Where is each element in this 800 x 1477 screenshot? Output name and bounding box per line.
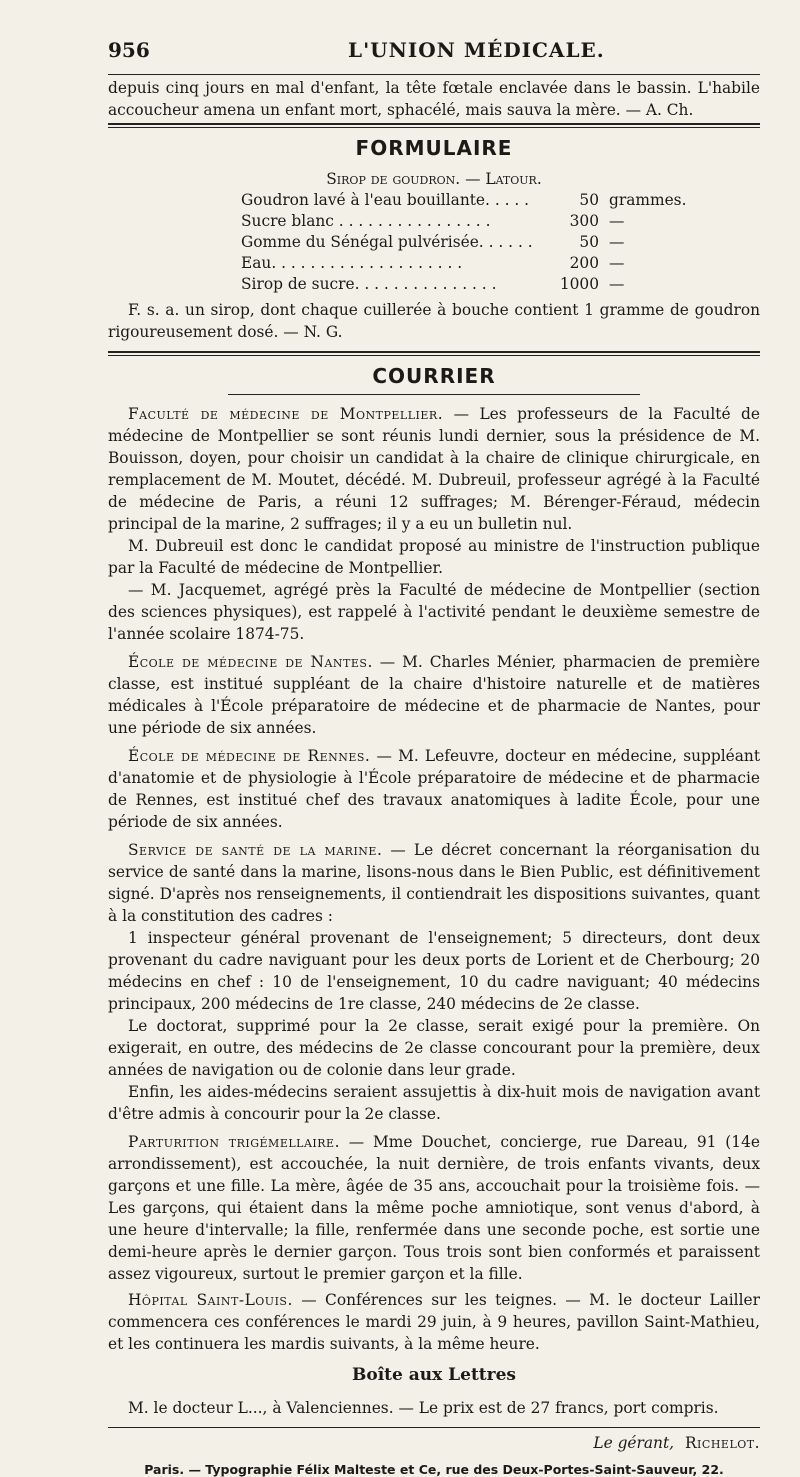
news-item bbox=[108, 1131, 760, 1285]
news-text: — Conférences sur les teignes. — M. le docteur Lailler commencera ces conférences le mardi 29 juin, à 9 heures, pavillon Saint-Mathieu, et les continuera les mardis suivants, à la même heure. bbox=[108, 1291, 760, 1353]
signature-name: Richelot. bbox=[684, 1434, 760, 1452]
ingredient-unit: — bbox=[609, 275, 625, 293]
recipe-row bbox=[241, 211, 689, 232]
news-text: — M. Charles Ménier, pharmacien de première classe, est institué suppléant de la chaire d'histoire naturelle et de matières médicales à l'École préparatoire de médecine et de pharmacie de Nantes, pour une période de six années. bbox=[108, 653, 760, 737]
recipe-row bbox=[241, 274, 689, 295]
ingredient-name: Sucre blanc . . . . . . . . . . . . . . . . bbox=[241, 212, 491, 230]
news-text: 1 inspecteur général provenant de l'enseignement; 5 directeurs, dont deux provenant du cadre naviguant pour les deux ports de Lorient et de Cherbourg; 20 médecins en chef : 10 de l'enseignement, 10 du cadre naviguant; 40 médecins principaux, 200 médecins de 1re classe, 240 médecins de 2e classe. bbox=[108, 929, 760, 1013]
news-lead: Faculté de médecine de Montpellier. bbox=[128, 405, 444, 423]
news-text: M. Dubreuil est donc le candidat proposé au ministre de l'instruction publique par la Faculté de médecine de Montpellier. bbox=[108, 537, 760, 577]
recipe-row bbox=[241, 253, 689, 274]
footer-rule bbox=[108, 1427, 760, 1428]
news-text: Le doctorat, supprimé pour la 2e classe, serait exigé pour la première. On exigerait, en outre, des médecins de 2e classe concourant pour la première, deux années de navigation ou de colonie dans leur grade. bbox=[108, 1017, 760, 1079]
courrier-title: COURRIER bbox=[372, 364, 496, 388]
ingredient-qty: 1000 bbox=[559, 275, 599, 293]
signature bbox=[108, 1434, 760, 1452]
news-text: — M. Lefeuvre, docteur en médecine, suppléant d'anatomie et de physiologie à l'École préparatoire de médecine et de pharmacie de Rennes, est institué chef des travaux anatomiques à ladite École, pour une période de six années. bbox=[108, 747, 761, 831]
news-item bbox=[108, 927, 760, 1015]
news-item bbox=[108, 1081, 760, 1125]
ingredient-unit: grammes. bbox=[609, 191, 687, 209]
news-lead: École de médecine de Rennes. bbox=[128, 747, 371, 765]
news-item bbox=[108, 1289, 760, 1355]
ingredient-unit: — bbox=[609, 254, 625, 272]
ingredient-qty: 50 bbox=[579, 233, 599, 251]
ingredient-unit: — bbox=[609, 233, 625, 251]
running-head bbox=[108, 38, 760, 72]
ingredient-unit: — bbox=[609, 212, 625, 230]
news-item bbox=[108, 535, 760, 579]
news-lead: École de médecine de Nantes. bbox=[128, 653, 373, 671]
ingredient-qty: 300 bbox=[569, 212, 599, 230]
courrier-items bbox=[108, 403, 760, 1355]
ingredient-name: Gomme du Sénégal pulvérisée. . . . . . bbox=[241, 233, 533, 251]
news-lead: Hôpital Saint-Louis. bbox=[128, 1291, 293, 1309]
recipe-table bbox=[241, 190, 689, 295]
page-number: 956 bbox=[108, 38, 150, 62]
courrier-underline bbox=[228, 394, 640, 395]
section-divider bbox=[108, 123, 760, 128]
news-text: — M. Jacquemet, agrégé près la Faculté de médecine de Montpellier (section des sciences physiques), est rappelé à l'activité pendant le deuxième semestre de l'année scolaire 1874-75. bbox=[108, 581, 760, 643]
header-rule bbox=[108, 74, 760, 75]
news-text: — Les professeurs de la Faculté de médecine de Montpellier se sont réunis lundi dernier, sous la présidence de M. Bouisson, doyen, pour choisir un candidat à la chaire de clinique chirurgicale, en remplacement de M. Moutet, décédé. M. Dubreuil, professeur agrégé à la Faculté de médecine de Paris, a réuni 12 suffrages; M. Bérenger-Féraud, médecin principal de la marine, 2 suffrages; il y a eu un bulletin nul. bbox=[108, 405, 760, 533]
recipe-row bbox=[241, 190, 689, 211]
news-text: — Le décret concernant la réorganisation du service de santé dans la marine, lisons-nous dans le Bien Public, est définitivement signé. D'après nos renseignements, il contiendrait les dispositions suivantes, quant à la constitution des cadres : bbox=[108, 841, 761, 925]
recipe-row bbox=[241, 232, 689, 253]
printer-line: Paris. — Typographie Félix Malteste et Ce, rue des Deux-Portes-Saint-Sauveur, 22. bbox=[144, 1462, 724, 1477]
journal-title: L'UNION MÉDICALE. bbox=[348, 38, 605, 62]
ingredient-name: Eau. . . . . . . . . . . . . . . . . . . . bbox=[241, 254, 463, 272]
news-item bbox=[108, 579, 760, 645]
boite-title: Boîte aux Lettres bbox=[352, 1365, 516, 1385]
recipe-note: F. s. a. un sirop, dont chaque cuillerée à bouche contient 1 gramme de goudron rigoureusement dosé. — N. G. bbox=[108, 301, 760, 341]
news-item bbox=[108, 651, 760, 739]
news-item bbox=[108, 745, 760, 833]
ingredient-name: Goudron lavé à l'eau bouillante. . . . . bbox=[241, 191, 530, 209]
news-item bbox=[108, 1015, 760, 1081]
lead-paragraph: depuis cinq jours en mal d'enfant, la tête fœtale enclavée dans le bassin. L'habile accoucheur amena un enfant mort, sphacélé, mais sauva la mère. — A. Ch. bbox=[108, 79, 760, 119]
section-divider bbox=[108, 351, 760, 356]
recipe-title: Sirop de goudron. — Latour. bbox=[326, 170, 542, 188]
ingredient-qty: 200 bbox=[569, 254, 599, 272]
ingredient-qty: 50 bbox=[579, 191, 599, 209]
signature-role: Le gérant, bbox=[593, 1434, 675, 1452]
formulaire-title: FORMULAIRE bbox=[355, 136, 513, 160]
boite-text: M. le docteur L..., à Valenciennes. — Le prix est de 27 francs, port compris. bbox=[128, 1399, 719, 1417]
news-item bbox=[108, 839, 760, 927]
news-lead: Service de santé de la marine. bbox=[128, 841, 383, 859]
news-text: — Mme Douchet, concierge, rue Dareau, 91 (14e arrondissement), est accouchée, la nuit dernière, de trois enfants vivants, deux garçons et une fille. La mère, âgée de 35 ans, accouchait pour la troisième fois. — Les garçons, qui étaient dans la même poche amniotique, sont venus d'abord, à une heure d'intervalle; la fille, renfermée dans une seconde poche, est sortie une demi-heure après le dernier garçon. Tous trois sont bien conformés et paraissent assez vigoureux, surtout le premier garçon et la fille. bbox=[108, 1133, 760, 1283]
news-lead: Parturition trigémellaire. bbox=[128, 1133, 340, 1151]
news-text: Enfin, les aides-médecins seraient assujettis à dix-huit mois de navigation avant d'être admis à concourir pour la 2e classe. bbox=[108, 1083, 760, 1123]
ingredient-name: Sirop de sucre. . . . . . . . . . . . . . . bbox=[241, 275, 497, 293]
news-item bbox=[108, 403, 760, 535]
